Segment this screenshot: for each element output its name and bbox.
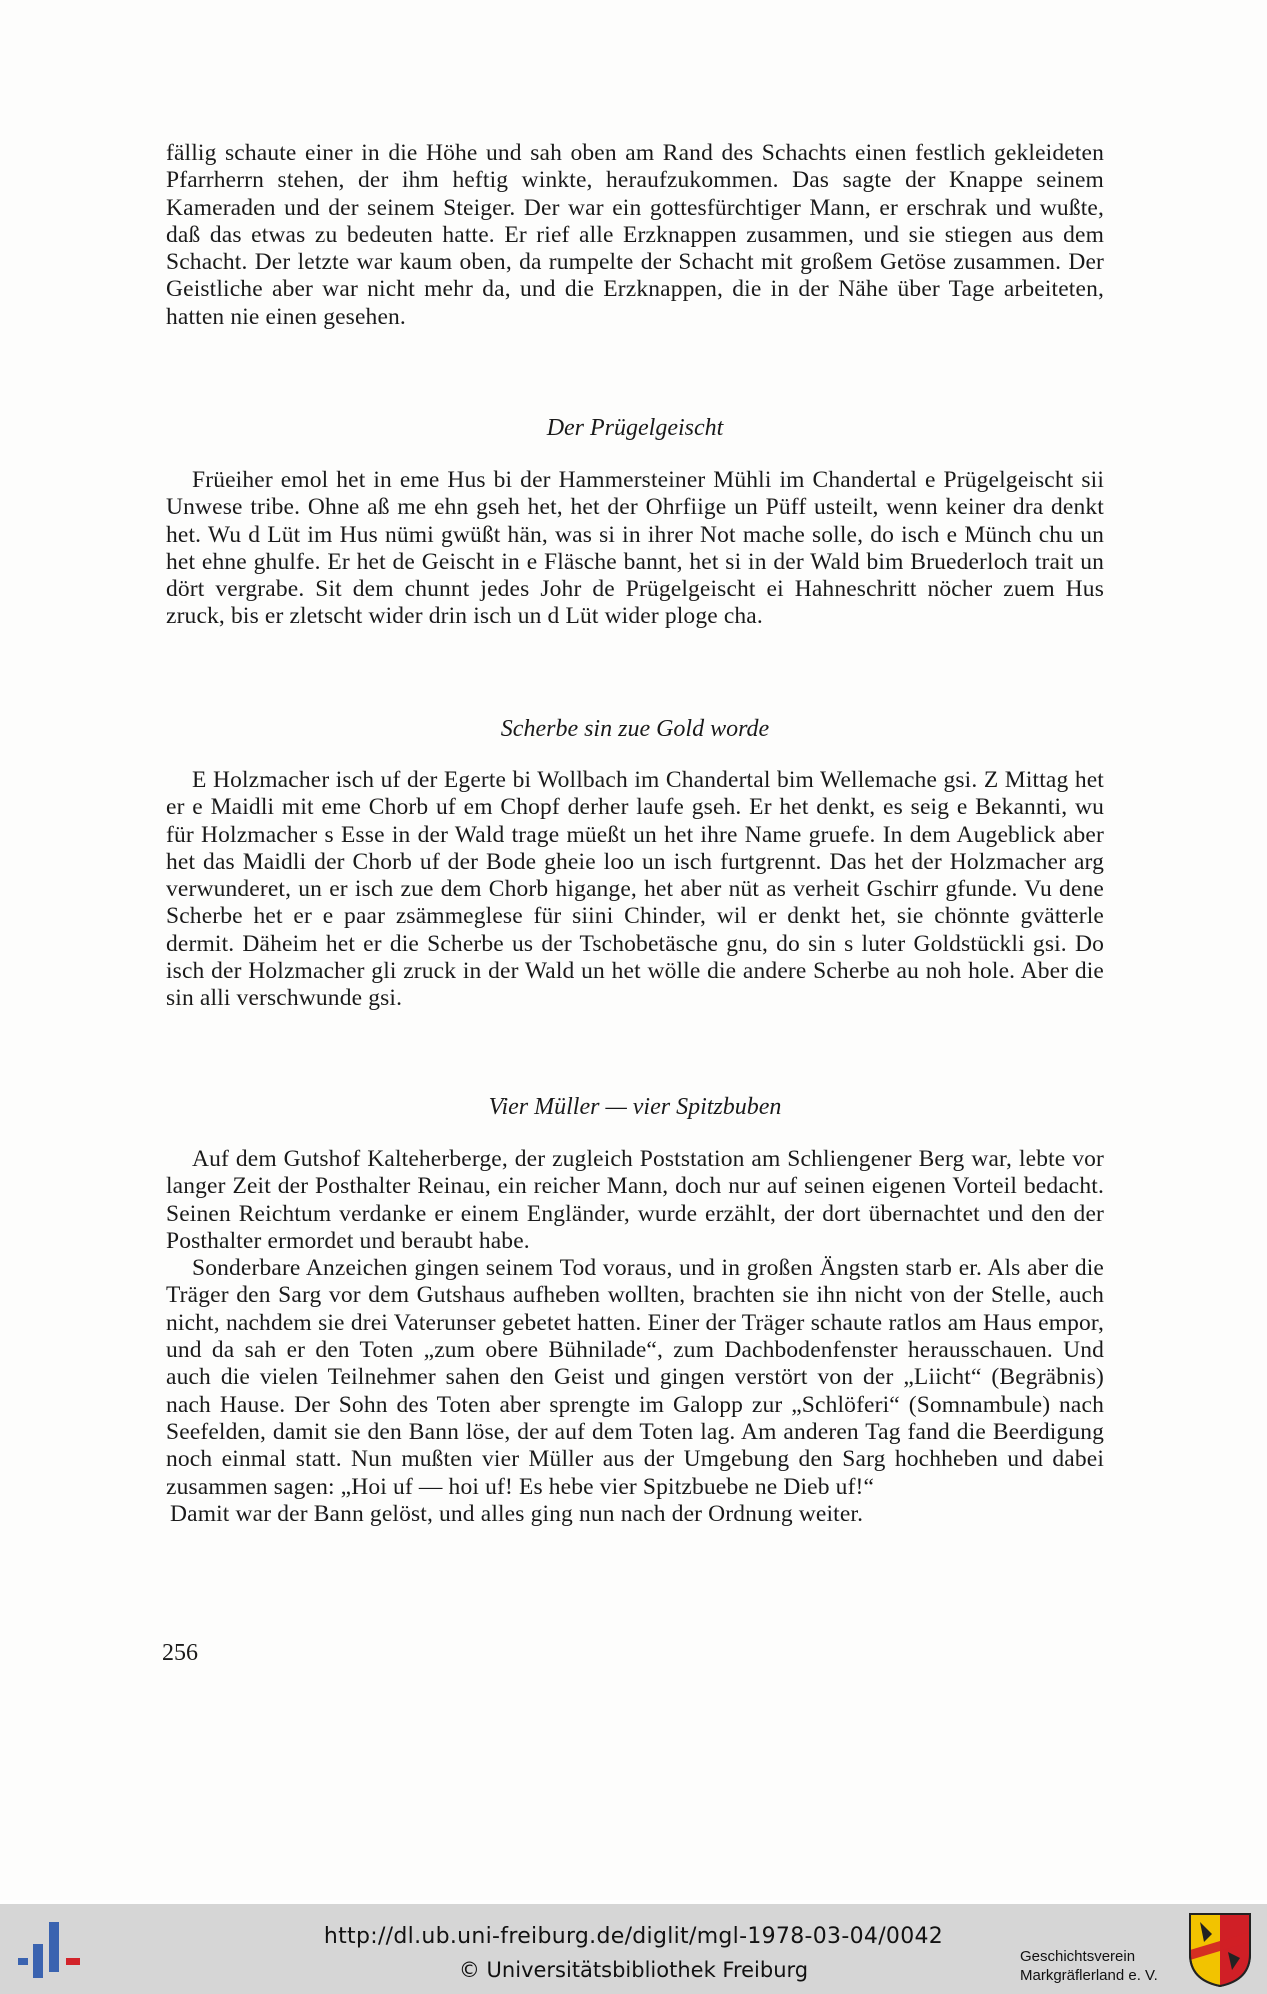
- paragraph: Damit war der Bann gelöst, und alles ging nun nach der Ordnung weiter.: [170, 1500, 864, 1527]
- page-number: 256: [162, 1640, 198, 1666]
- text-block-3: [166, 767, 1104, 1013]
- paragraph: Auf dem Gutshof Kalteherberge, der zugleich Poststation am Schliengener Berg war, lebte vor langer Zeit der Posthalter Reinau, ein reicher Mann, doch nur auf seinen eigenen Vorteil bedacht. Seinen Reichtum verdanke er einem Engländer, wurde erzählt, der dort übernachtet und den der Posthalter ermordet und beraubt habe.: [166, 1146, 1104, 1254]
- paragraph: Sonderbare Anzeichen gingen seinem Tod voraus, und in großen Ängsten starb er. Als aber die Träger den Sarg vor dem Gutshaus aufheben wollten, brachten sie ihn nicht von der Stelle, auch nicht, nachdem sie drei Vaterunser gebetet hatten. Einer der Träger schaute ratlos am Haus empor, und da sah er den Toten „zum obere Bühnilade“, zum Dachbodenfenster herausschauen. Und auch die vielen Teilnehmer sahen den Geist und gingen verstört von der „Liicht“ (Begräbnis) nach Hause. Der Sohn des Toten aber sprengte im Galopp zur „Schlöferi“ (Somnambule) nach Seefelden, damit sie den Bann löse, der auf dem Toten lag. Am anderen Tag fand die Beerdigung noch einmal statt. Nun mußten vier Müller aus der Umgebung den Sarg hochheben und dabei zusammen sagen: „Hoi uf — hoi uf! Es hebe vier Spitzbuebe ne Dieb uf!“: [166, 1255, 1104, 1500]
- section-heading-pruegelgeischt: Der Prügelgeischt: [546, 415, 724, 441]
- text-block-2: [166, 467, 1104, 631]
- text-block-4: [166, 1146, 1104, 1528]
- text-block-1: [166, 140, 1104, 331]
- coat-of-arms-icon: [1188, 1912, 1252, 1988]
- paragraph: fällig schaute einer in die Höhe und sah oben am Rand des Schachts einen festlich gekleideten Pfarrherrn stehen, der ihm heftig winkte, heraufzukommen. Das sagte der Knappe seinem Kameraden und der seinem Steiger. Der war ein gottesfürchtiger Mann, er erschrak und wußte, daß das etwas zu bedeuten hatte. Er rief alle Erzknappen zusammen, und sie stiegen aus dem Schacht. Der letzte war kaum oben, da rumpelte der Schacht mit großem Getöse zusammen. Der Geistliche aber war nicht mehr da, und die Erzknappen, die in der Nähe über Tage arbeiteten, hatten nie einen gesehen.: [166, 140, 1104, 330]
- section-heading-vier-mueller: Vier Müller — vier Spitzbuben: [488, 1094, 782, 1120]
- society-line-2: Markgräflerland e. V.: [1020, 1967, 1158, 1984]
- paragraph: E Holzmacher isch uf der Egerte bi Wollbach im Chandertal bim Wellemache gsi. Z Mittag het er e Maidli mit eme Chorb uf em Chopf derher laufe gseh. Er het denkt, es seig e Bekannti, wu für Holzmacher s Esse in der Wald trage müeßt un het ihre Name gruefe. In dem Augeblick aber het das Maidli der Chorb uf der Bode gheie loo un isch furtgrennt. Das het der Holzmacher arg verwunderet, un er isch zue dem Chorb higange, het aber nüt as verheit Gschirr gfunde. Vu dene Scherbe het er e paar zsämmeglese für siini Chinder, wil er denkt het, sie chönnte gvätterle dermit. Däheim het er die Scherbe us der Tschobetäsche gnu, do sin s luter Goldstückli gsi. Do isch der Holzmacher gli zruck in der Wald un het wölle die andere Scherbe au noh hole. Aber die sin alli verschwunde gsi.: [166, 767, 1104, 1012]
- paragraph: Früeiher emol het in eme Hus bi der Hammersteiner Mühli im Chandertal e Prügelgeischt sii Unwese tribe. Ohne aß me ehn gseh het, het der Ohrfiige un Püff usteilt, wenn keiner dra denkt het. Wu d Lüt im Hus nümi gwüßt hän, was si in ihrer Not mache solle, do isch e Münch chu un het ehne ghulfe. Er het de Geischt in e Fläsche bannt, het si in der Wald bim Bruederloch trait un dört vergrabe. Sit dem chunnt jedes Johr de Prügelgeischt ei Hahneschritt nöcher zuem Hus zruck, bis er zletscht wider drin isch un d Lüt wider ploge cha.: [166, 467, 1104, 630]
- copyright-text: © Universitätsbibliothek Freiburg: [458, 1958, 809, 1982]
- society-name: [1020, 1947, 1180, 1985]
- section-heading-scherbe: Scherbe sin zue Gold worde: [500, 716, 770, 742]
- footer-bar: [0, 1904, 1267, 1994]
- source-url-link[interactable]: http://dl.ub.uni-freiburg.de/diglit/mgl-1978-03-04/0042: [323, 1924, 944, 1949]
- society-line-1: Geschichtsverein: [1020, 1948, 1136, 1965]
